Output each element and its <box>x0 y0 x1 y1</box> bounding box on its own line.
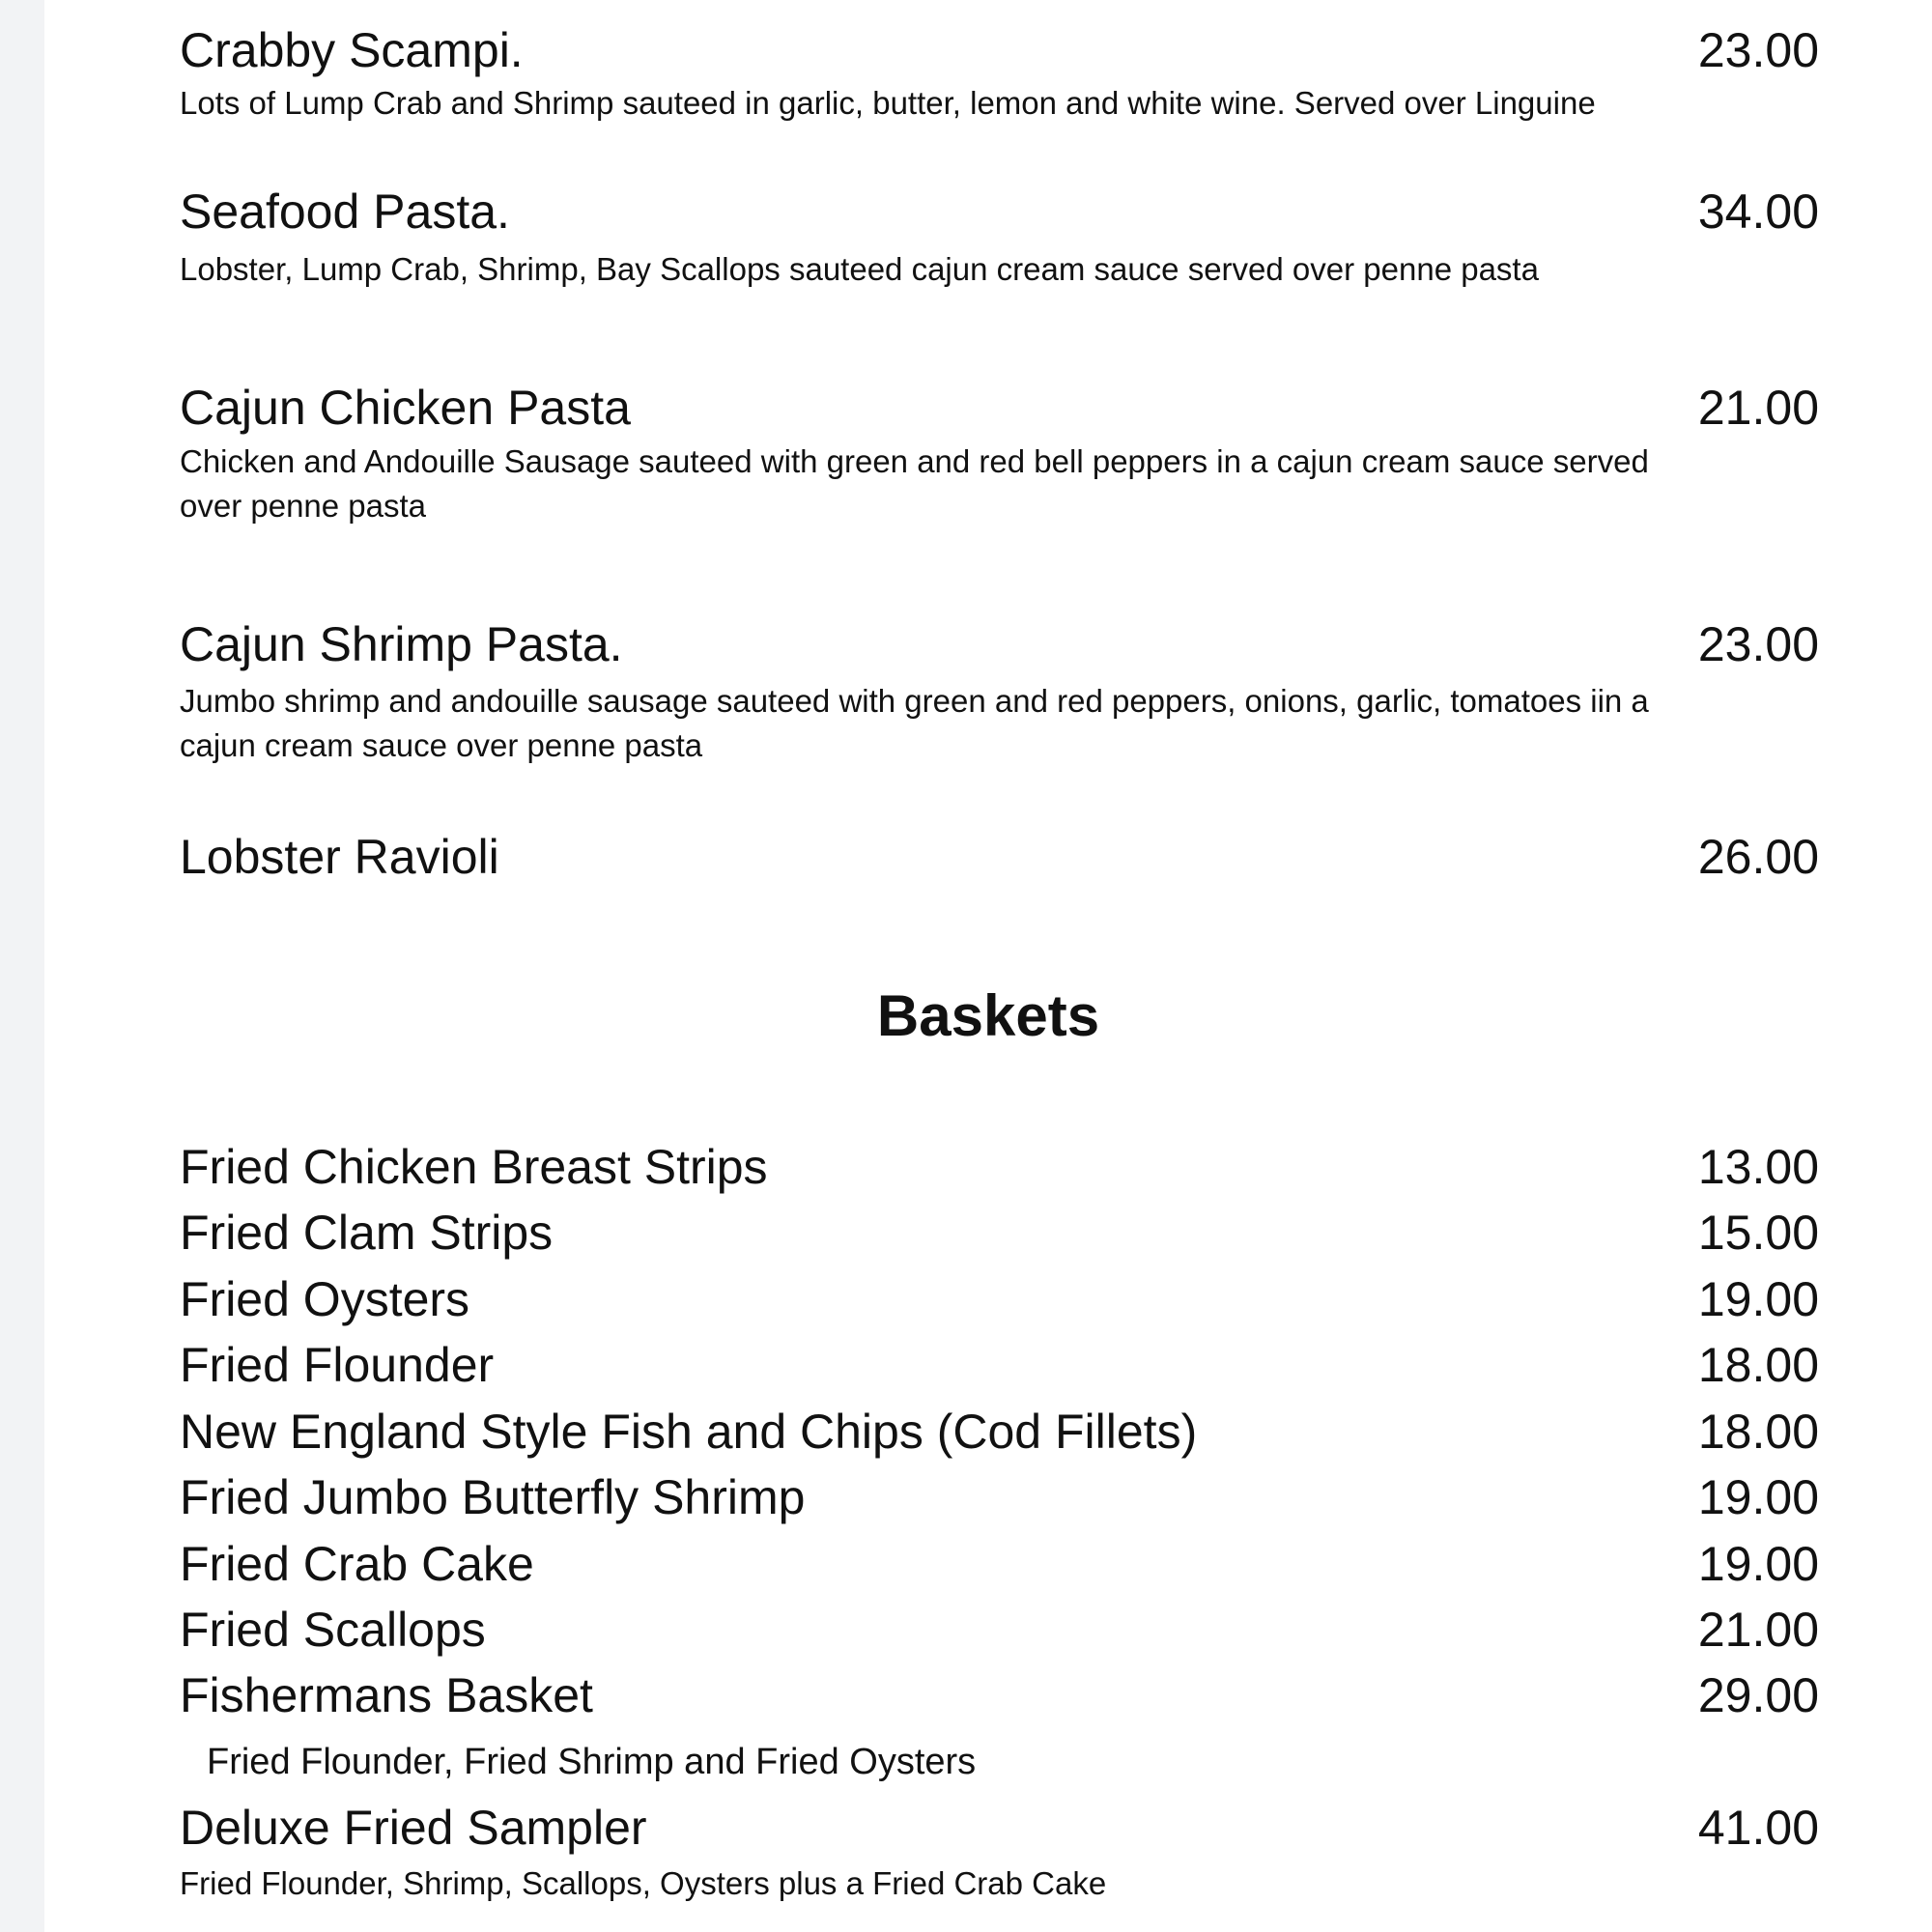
basket-item-price: 41.00 <box>1697 1801 1819 1855</box>
basket-item-name: Deluxe Fried Sampler <box>180 1801 647 1855</box>
menu-item-description: Jumbo shrimp and andouille sausage sauteed with green and red peppers, onions, garlic, tomatoes iin a cajun cream sauce over penne pasta <box>180 683 1649 763</box>
menu-item-description: Lobster, Lump Crab, Shrimp, Bay Scallops sauteed cajun cream sauce served over penne pasta <box>180 251 1539 287</box>
section-heading-baskets: Baskets <box>876 983 1100 1048</box>
menu-item-name: Cajun Chicken Pasta <box>180 381 631 435</box>
menu-item-price: 21.00 <box>1697 381 1819 435</box>
menu-item-price: 23.00 <box>1697 23 1819 77</box>
basket-item-price: 21.00 <box>1697 1603 1819 1657</box>
menu-item-price: 23.00 <box>1697 617 1819 671</box>
basket-item-price: 15.00 <box>1697 1206 1819 1260</box>
basket-item-name: Fried Jumbo Butterfly Shrimp <box>180 1470 806 1524</box>
menu-page <box>44 0 1932 1932</box>
basket-item-price: 19.00 <box>1697 1537 1819 1591</box>
menu-item-name: Crabby Scampi. <box>180 23 524 77</box>
page-margin-strip <box>0 0 44 1932</box>
basket-item-description: Fried Flounder, Shrimp, Scallops, Oysters plus a Fried Crab Cake <box>180 1865 1107 1901</box>
basket-item-price: 29.00 <box>1697 1668 1819 1722</box>
menu-item-description: Lots of Lump Crab and Shrimp sauteed in garlic, butter, lemon and white wine. Served over Linguine <box>180 85 1596 121</box>
menu-item-price: 34.00 <box>1697 185 1819 239</box>
basket-item-name: Fried Chicken Breast Strips <box>180 1140 768 1194</box>
basket-item-name: Fried Flounder <box>180 1338 495 1392</box>
basket-item-name: Fried Crab Cake <box>180 1537 534 1591</box>
menu-item-name: Seafood Pasta. <box>180 185 510 239</box>
basket-item-price: 19.00 <box>1697 1272 1819 1326</box>
basket-item-price: 18.00 <box>1697 1338 1819 1392</box>
basket-item-name: Fried Clam Strips <box>180 1206 554 1260</box>
basket-item-name: New England Style Fish and Chips (Cod Fillets) <box>180 1405 1198 1459</box>
basket-item-name: Fried Scallops <box>180 1603 486 1657</box>
menu-item-name: Cajun Shrimp Pasta. <box>180 617 623 671</box>
basket-item-price: 19.00 <box>1697 1470 1819 1524</box>
menu-item-price: 26.00 <box>1697 830 1819 884</box>
basket-item-name: Fried Oysters <box>180 1272 470 1326</box>
basket-item-name: Fishermans Basket <box>180 1668 593 1722</box>
menu-item-name: Lobster Ravioli <box>180 830 499 884</box>
basket-item-description: Fried Flounder, Fried Shrimp and Fried Oysters <box>207 1742 977 1782</box>
basket-item-price: 18.00 <box>1697 1405 1819 1459</box>
basket-item-price: 13.00 <box>1697 1140 1819 1194</box>
menu-item-description: Chicken and Andouille Sausage sauteed with green and red bell peppers in a cajun cream sauce served over penne pasta <box>180 443 1649 524</box>
